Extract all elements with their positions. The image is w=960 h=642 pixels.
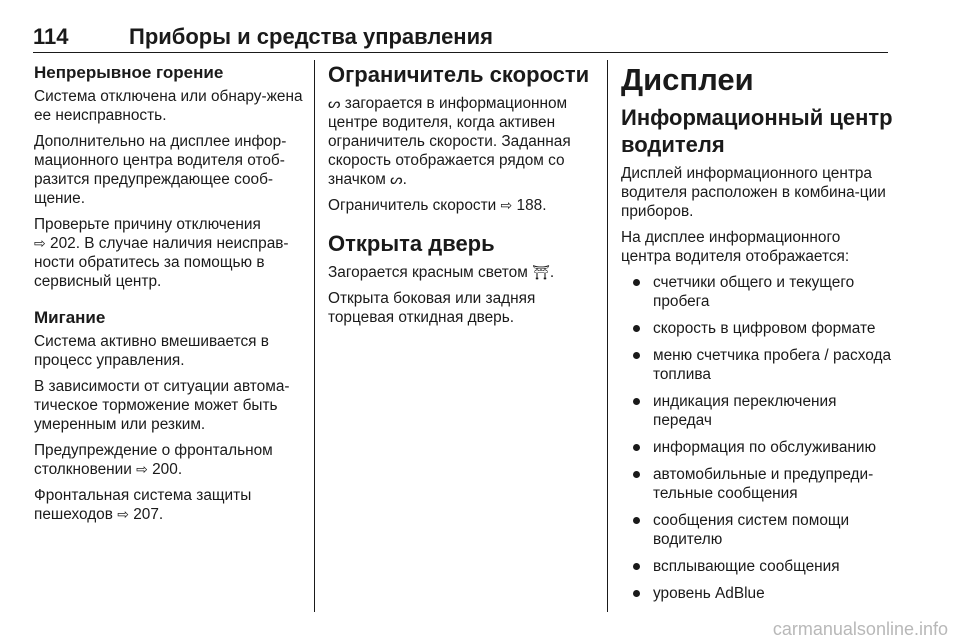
bullet-icon — [633, 279, 640, 286]
heading-continuous: Непрерывное горение — [34, 63, 224, 82]
list-item: скорость в цифровом формате — [621, 319, 893, 338]
heading-driver-info-center: Информационный центр водителя — [621, 105, 893, 157]
heading-displays: Дисплеи — [621, 62, 754, 97]
paragraph: Открыта боковая или задняя торцевая откидная дверь. — [328, 290, 536, 326]
bullet-icon — [633, 471, 640, 478]
column-left — [34, 62, 304, 610]
list-item: сообщения систем помощи водителю — [621, 511, 893, 549]
column-right — [621, 62, 893, 610]
page-header — [33, 24, 888, 53]
bullet-icon — [633, 352, 640, 359]
bullet-icon — [633, 398, 640, 405]
paragraph: Дисплей информационного центра водителя расположен в комбина-ции приборов. — [621, 165, 886, 220]
bullet-icon — [633, 590, 640, 597]
list-item: уровень AdBlue — [621, 584, 893, 603]
paragraph: Предупреждение о фронтальном столкновении ⇨ 200. — [34, 442, 273, 478]
running-title: Приборы и средства управления — [129, 24, 493, 49]
heading-blinking: Мигание — [34, 308, 106, 327]
heading-speed-limiter: Ограничитель скорости — [328, 62, 590, 87]
list-item: индикация переключения передач — [621, 392, 893, 430]
paragraph: ᔕ загорается в информационном центре водителя, когда активен ограничитель скорости. Заданная скорость отображается рядом со значком ᔕ. — [328, 95, 571, 188]
paragraph: Ограничитель скорости ⇨ 188. — [328, 197, 547, 214]
page-ref-arrow-icon: ⇨ — [136, 461, 148, 477]
paragraph: На дисплее информационного центра водителя отображается: — [621, 229, 850, 265]
watermark: carmanualsonline.info — [772, 619, 948, 639]
bullet-icon — [633, 517, 640, 524]
bullet-icon — [633, 563, 640, 570]
door-open-icon: ⛩ — [532, 264, 550, 280]
page-ref-arrow-icon: ⇨ — [117, 506, 129, 522]
display-items-list — [621, 273, 893, 603]
paragraph: Фронтальная система защиты пешеходов ⇨ 207. — [34, 487, 252, 523]
list-item: счетчики общего и текущего пробега — [621, 273, 893, 311]
paragraph: Дополнительно на дисплее инфор-мационного центра водителя отоб-разится предупреждающее сооб-щение. — [34, 133, 287, 207]
column-divider — [607, 60, 608, 612]
speed-limiter-icon: ᔕ — [328, 95, 341, 111]
page-link[interactable]: 200 — [152, 461, 178, 478]
page-ref-arrow-icon: ⇨ — [34, 235, 46, 251]
page-ref-arrow-icon: ⇨ — [500, 197, 513, 213]
speed-limiter-icon: ᔕ — [390, 171, 403, 187]
page-number: 114 — [33, 24, 69, 49]
list-item: всплывающие сообщения — [621, 557, 893, 576]
paragraph: В зависимости от ситуации автома-тическое торможение может быть умеренным или резким. — [34, 378, 290, 433]
paragraph: Загорается красным светом ⛩. — [328, 264, 555, 281]
column-middle — [328, 62, 600, 610]
column-divider — [314, 60, 315, 612]
bullet-icon — [633, 325, 640, 332]
paragraph: Проверьте причину отключения ⇨ 202. В случае наличия неисправ-ности обратитесь за помощью в сервисный центр. — [34, 216, 289, 290]
paragraph: Система отключена или обнару-жена ее неисправность. — [34, 88, 303, 124]
list-item: автомобильные и предупреди-тельные сообщения — [621, 465, 893, 503]
list-item: информация по обслуживанию — [621, 438, 893, 457]
heading-door-open: Открыта дверь — [328, 231, 495, 256]
bullet-icon — [633, 444, 640, 451]
page-link[interactable]: 188 — [516, 197, 543, 214]
page-link[interactable]: 202 — [50, 235, 76, 252]
list-item: меню счетчика пробега / расхода топлива — [621, 346, 893, 384]
page-link[interactable]: 207 — [133, 506, 159, 523]
paragraph: Система активно вмешивается в процесс управления. — [34, 333, 269, 369]
